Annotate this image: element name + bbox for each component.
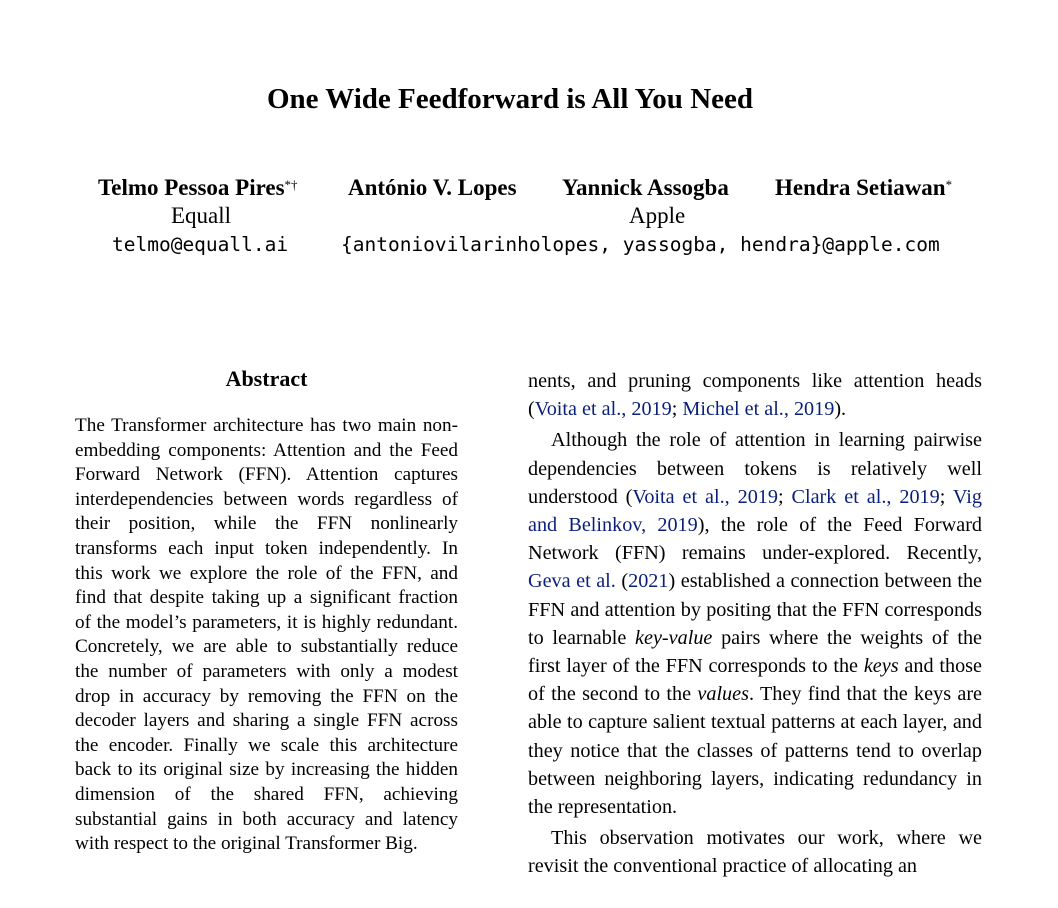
body-paragraph: Although the role of attention in learning pairwise dependencies between tokens is relatively well understood (Voita et al., 2019; Clark et al., 2019; Vig and Belinkov, 2019), the role of the Feed Forward Network (FFN) remains under-explored. Recently, Geva et al. (2021) established a connection between the FFN and attention by positing that the FFN corresponds to learnable key-value pairs where the weights of the first layer of the FFN corresponds to the keys and those of the second to the values. They find that the keys are able to capture salient textual patterns at each layer, and they notice that the classes of patterns tend to overlap between neighboring layers, indicating redundancy in the representation.	[528, 429, 983, 819]
author-marks: *†	[284, 177, 298, 192]
email: telmo@equall.ai	[112, 233, 289, 256]
abstract-text	[75, 414, 458, 857]
author-name: António V. Lopes	[348, 175, 517, 200]
author-block	[0, 170, 1058, 270]
citation-link[interactable]: Voita et al., 2019	[632, 485, 778, 508]
author-name: Telmo Pessoa Pires*†	[98, 175, 298, 200]
body-column	[528, 367, 982, 884]
author-name: Yannick Assogba	[562, 175, 729, 200]
abstract-paragraph: The Transformer architecture has two main non-embedding components: Attention and the Feed Forward Network (FFN). Attention captures interdependencies between words regardless of their position, while the FFN nonlinearly transforms each input token independently. In this work we explore the role of the FFN, and find that despite taking up a significant fraction of the model’s parameters, it is highly redundant. Concretely, we are able to substantially reduce the number of parameters with only a modest drop in accuracy by removing the FFN on the decoder layers and sharing a single FFN across the encoder. Finally we scale this architecture back to its original size by increasing the hidden dimension of the shared FFN, achieving substantial gains in both accuracy and latency with respect to the original Transformer Big.	[75, 415, 458, 855]
citation-link[interactable]: Geva et al.	[528, 570, 616, 593]
author-name: Hendra Setiawan*	[775, 175, 953, 200]
citation-link[interactable]: Michel et al., 2019	[682, 398, 835, 421]
citation-link[interactable]: Vig and Belinkov, 2019	[528, 485, 982, 537]
citation-link[interactable]: 2021	[628, 570, 669, 593]
body-paragraph: This observation motivates our work, where we revisit the conventional practice of allocating an	[528, 827, 982, 878]
author-marks: *	[945, 177, 953, 192]
paper-title: One Wide Feedforward is All You Need	[266, 83, 754, 115]
affiliation: Apple	[629, 203, 686, 228]
abstract-heading: Abstract	[225, 366, 308, 391]
body-paragraph: nents, and pruning components like attention heads (Voita et al., 2019; Michel et al., 2019).	[528, 370, 982, 421]
email: {antoniovilarinholopes, yassogba, hendra}@apple.com	[341, 233, 940, 256]
citation-link[interactable]: Voita et al., 2019	[534, 398, 672, 421]
affiliation: Equall	[171, 203, 232, 228]
citation-link[interactable]: Clark et al., 2019	[791, 485, 940, 508]
